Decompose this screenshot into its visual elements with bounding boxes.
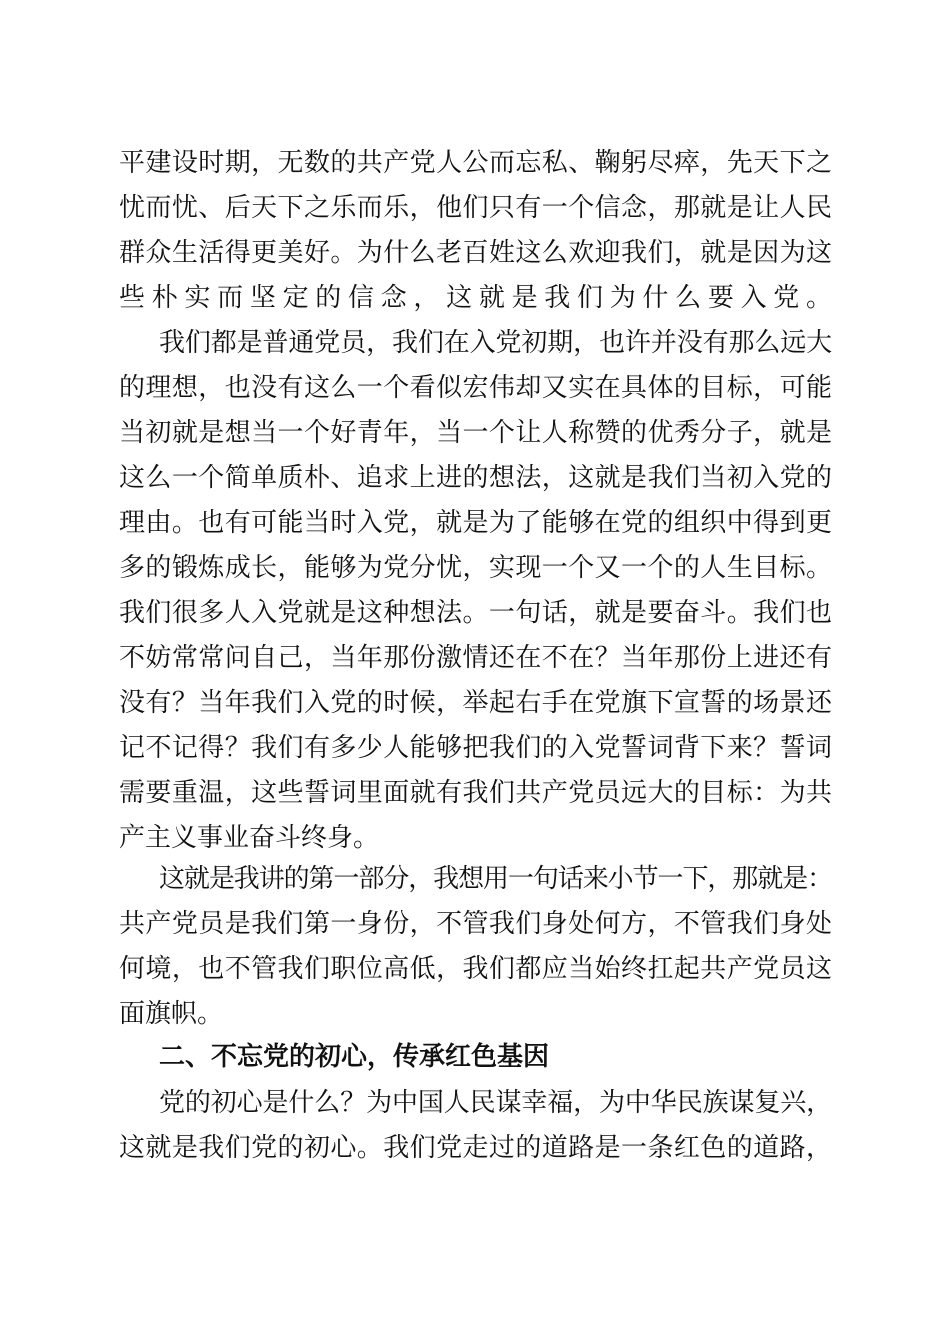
text-line: 群众生活得更美好。为什么老百姓这么欢迎我们，就是因为这 [119, 238, 833, 268]
text-line: 面旗帜。 [119, 999, 224, 1029]
text-line: 我们很多人入党就是这种想法。一句话，就是要奋斗。我们也 [119, 598, 833, 628]
text-line: 多的锻炼成长，能够为党分忧，实现一个又一个的人生目标。 [119, 553, 833, 583]
text-line: 些朴实而坚定的信念，这就是我们为什么要入党。 [119, 283, 839, 313]
text-line: 理由。也有可能当时入党，就是为了能够在党的组织中得到更 [119, 508, 833, 538]
text-line: 何境，也不管我们职位高低，我们都应当始终扛起共产党员这 [119, 954, 833, 984]
text-line: 这就是我们党的初心。我们党走过的道路是一条红色的道路， [119, 1133, 833, 1163]
text-line: 共产党员是我们第一身份，不管我们身处何方，不管我们身处 [119, 909, 833, 939]
text-line: 需要重温，这些誓词里面就有我们共产党员远大的目标：为共 [119, 778, 833, 808]
text-line: 的理想，也没有这么一个看似宏伟却又实在具体的目标，可能 [119, 373, 833, 403]
text-line: 不妨常常问自己，当年那份激情还在不在？当年那份上进还有 [119, 643, 833, 673]
text-line: 记不记得？我们有多少人能够把我们的入党誓词背下来？誓词 [119, 733, 833, 763]
text-line: 党的初心是什么？为中国人民谋幸福，为中华民族谋复兴， [159, 1088, 833, 1118]
text-line: 平建设时期，无数的共产党人公而忘私、鞠躬尽瘁，先天下之 [119, 148, 833, 178]
text-line: 产主义事业奋斗终身。 [119, 823, 380, 853]
text-line: 没有？当年我们入党的时候，举起右手在党旗下宣誓的场景还 [119, 688, 833, 718]
section-heading: 二、不忘党的初心，传承红色基因 [159, 1042, 550, 1072]
text-line: 当初就是想当一个好青年，当一个让人称赞的优秀分子，就是 [119, 418, 833, 448]
text-line: 这就是我讲的第一部分，我想用一句话来小节一下，那就是： [159, 864, 833, 894]
text-line: 这么一个简单质朴、追求上进的想法，这就是我们当初入党的 [119, 463, 833, 493]
text-line: 忧而忧、后天下之乐而乐，他们只有一个信念，那就是让人民 [119, 193, 833, 223]
text-line: 我们都是普通党员，我们在入党初期，也许并没有那么远大 [159, 328, 833, 358]
